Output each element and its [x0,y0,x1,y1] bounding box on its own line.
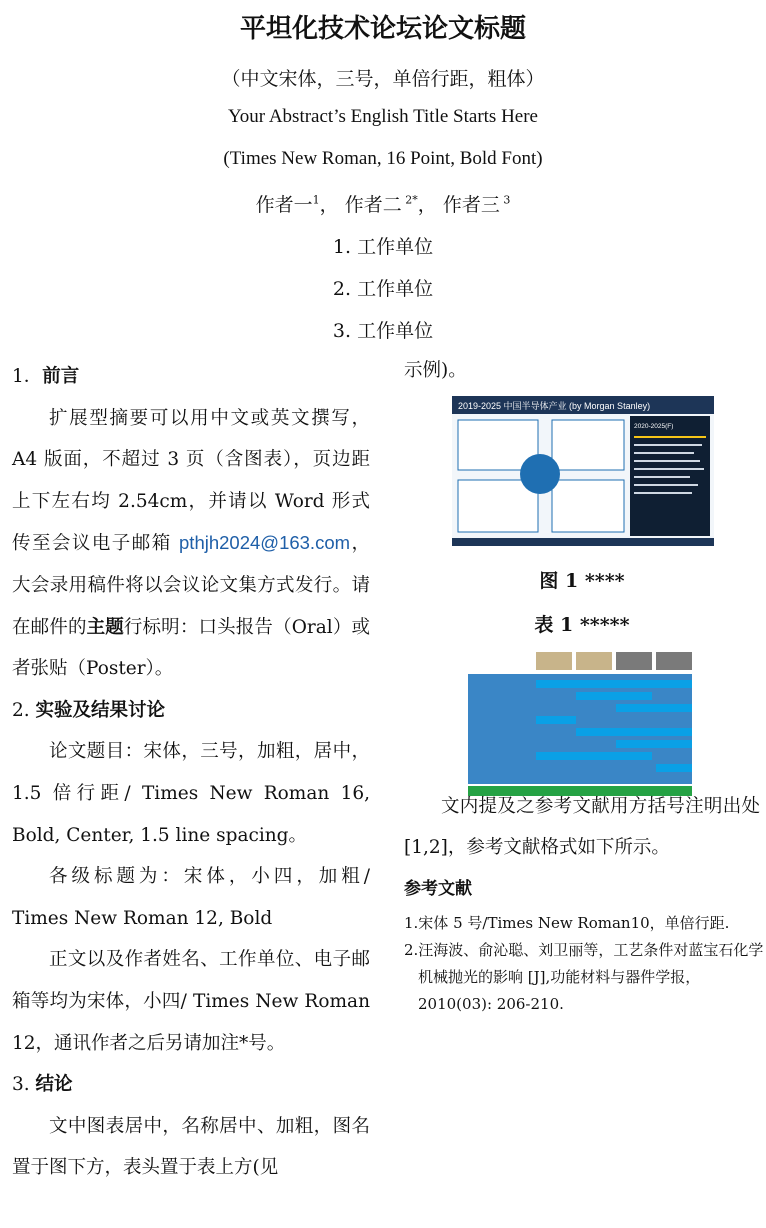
title-format-note-cn: （中文宋体，三号，单倍行距，粗体） [221,68,545,90]
author-list: 作者一$^1$， 作者二 $^{2*}$， 作者三 $^3$ [255,193,511,216]
figure-box [552,480,624,532]
right-column [404,356,764,1013]
figure-side-title: 2020-2025(F) [634,423,674,430]
contact-email-link[interactable]: pthjh2024@163.com [179,532,351,554]
table-highlight-row [536,680,692,688]
affiliation: 2. 工作单位 [332,278,434,300]
author-sup: 3 [499,193,511,207]
table-highlight-row [576,728,692,736]
table-highlight-row [536,752,652,760]
left-column [12,356,370,1189]
figure-side-line [634,492,692,494]
reference-item: 1.宋体 5 号/Times New Roman10，单倍行距. [404,914,730,932]
author-sup: 2* [401,193,418,207]
figure-side-line [634,468,704,470]
experiment-paragraph-1: 论文题目：宋体，三号，加粗，居中，1.5 倍行距/ Times New Roman 16, Bold, Center, 1.5 line spacing。 [12,741,370,846]
figure-image [452,396,714,546]
table-highlight-row [616,704,692,712]
affiliation: 3. 工作单位 [332,320,434,342]
references-heading: 参考文献 [404,879,472,899]
experiment-paragraph-3: 正文以及作者姓名、工作单位、电子邮箱等均为宋体，小四/ Times New Roman 12，通讯作者之后另请加注*号。 [12,949,370,1054]
table-header-cell [536,652,572,670]
figure-side-line [634,452,694,454]
affiliation: 1. 工作单位 [332,236,434,258]
figure-caption: 图 1 **** [539,570,625,592]
table-image [466,650,694,800]
table-highlight-row [656,764,692,772]
author-name: 作者一 [255,194,313,216]
figure-title-text: 2019-2025 中国半导体产业 (by Morgan Stanley) [458,401,651,411]
figure-side-line [634,460,700,462]
reference-item: 2.汪海波、俞沁聪、刘卫丽等，工艺条件对蓝宝石化学机械抛光的影响 [J],功能材料与器件学报，2010(03): 206-210. [404,941,764,1013]
figure-side-line [634,484,698,486]
table-highlight-row [576,692,652,700]
table-header-cell [656,652,692,670]
english-title-format-note: (Times New Roman, 16 Point, Bold Font) [223,148,543,169]
figure-center-circle [520,454,560,494]
figure-box [552,420,624,470]
figure-footer-bar [452,538,714,546]
table-caption: 表 1 ***** [534,614,630,636]
intro-paragraph: 扩展型摘要可以用中文或英文撰写，A4 版面，不超过 3 页（含图表），页边距上下左右均 2.54cm，并请以 Word 形式传至会议电子邮箱 pthjh2024@163.com，大会录用稿件将以会议论文集方式发行。请在邮件的主题行标明：口头报告（Oral）或者张贴（Poster）。 [12,407,370,680]
reference-list [404,910,764,1018]
conclusion-paragraph: 文中图表居中，名称居中、加粗，图名置于图下方，表头置于表上方(见 [12,1115,370,1179]
author-name: 作者二 [344,194,402,216]
figure-side-line [634,436,706,438]
section-heading-intro: 1．前言 [12,366,80,387]
english-title: Your Abstract’s English Title Starts Here [227,106,538,127]
paper-title: 平坦化技术论坛论文标题 [239,14,526,44]
table-header-cell [576,652,612,670]
author-sup: 1 [312,193,320,207]
section-heading-experiment: 2. 实验及结果讨论 [12,699,166,721]
author-name: 作者三 [442,194,500,216]
continuation-text: 示例)。 [404,360,467,381]
reference-intro-paragraph: 文内提及之参考文献用方括号注明出处[1,2]，参考文献格式如下所示。 [404,796,760,858]
figure-side-line [634,476,690,478]
experiment-paragraph-2: 各级标题为：宋体，小四，加粗/ Times New Roman 12, Bold [12,866,370,929]
table-highlight-row [616,740,692,748]
table-header-cell [616,652,652,670]
section-heading-conclusion: 3. 结论 [12,1074,73,1096]
table-highlight-row [536,716,576,724]
figure-side-line [634,444,702,446]
